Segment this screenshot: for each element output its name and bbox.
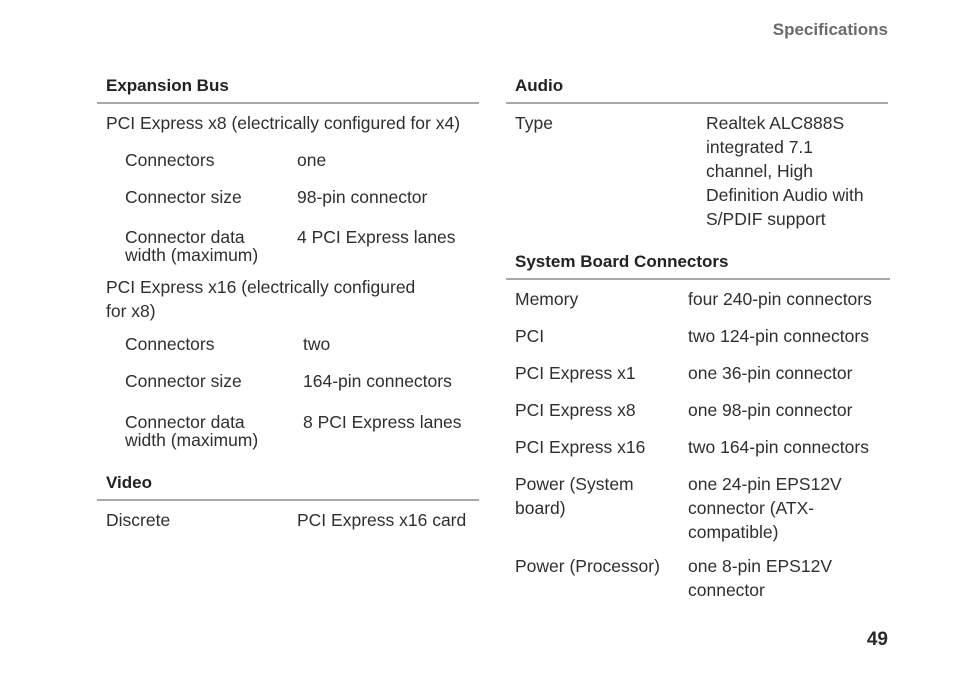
left-column [97, 76, 479, 532]
pcie-x16-title-line: PCI Express x16 (electrically configured [106, 277, 416, 297]
spec-label-line: Connector data [125, 227, 245, 247]
spec-label: Power (Processor) [515, 556, 660, 576]
spec-value: two [303, 334, 331, 354]
right-column [506, 76, 890, 602]
spec-value-line: channel, High [706, 161, 814, 181]
spec-label: Connector size [125, 371, 242, 391]
spec-value-line: Realtek ALC888S [706, 113, 845, 133]
spec-value: one [297, 150, 327, 170]
spec-row [125, 185, 479, 209]
video-heading: Video [97, 473, 479, 501]
spec-label: PCI Express x16 [515, 437, 646, 457]
spec-value-line: one 8-pin EPS12V [688, 556, 832, 576]
spec-value: 4 PCI Express lanes [297, 227, 456, 247]
spec-label [515, 472, 688, 544]
expansion-bus-heading: Expansion Bus [97, 76, 479, 104]
spec-row [125, 148, 479, 172]
spec-value: one 98-pin connector [688, 400, 853, 420]
spec-label: PCI Express x1 [515, 363, 636, 383]
page-number: 49 [866, 629, 888, 650]
spec-label: Connector size [125, 187, 242, 207]
spec-row [125, 332, 479, 356]
spec-value [688, 554, 890, 602]
spec-row [515, 324, 890, 348]
spec-value-line: compatible) [688, 522, 779, 542]
spec-label: Memory [515, 289, 579, 309]
spec-label-line: width (maximum) [125, 245, 259, 265]
spec-value: 8 PCI Express lanes [303, 412, 462, 432]
spec-value-line: integrated 7.1 [706, 137, 814, 157]
spec-row [515, 361, 890, 385]
spec-value: two 124-pin connectors [688, 326, 869, 346]
spec-row [515, 287, 890, 311]
pcie-x16-title-line: for x8) [106, 301, 156, 321]
spec-value-line: S/PDIF support [706, 209, 826, 229]
system-board-heading: System Board Connectors [506, 252, 890, 280]
audio-heading: Audio [506, 76, 888, 104]
spec-label: PCI Express x8 [515, 400, 636, 420]
spec-label [125, 413, 303, 449]
spec-label: Discrete [106, 510, 171, 530]
spec-row [515, 472, 890, 544]
spec-value: four 240-pin connectors [688, 289, 872, 309]
spec-label: Connectors [125, 334, 215, 354]
spec-row [125, 228, 479, 264]
spec-value: 164-pin connectors [303, 371, 452, 391]
spec-value: two 164-pin connectors [688, 437, 869, 457]
spec-label-line: width (maximum) [125, 430, 259, 450]
spec-value-line: Definition Audio with [706, 185, 864, 205]
system-board-rows [506, 287, 890, 602]
spec-label [125, 228, 297, 264]
spec-value: PCI Express x16 card [297, 510, 467, 530]
spec-row [515, 398, 890, 422]
spec-value [706, 111, 890, 231]
spec-row [515, 554, 890, 602]
spec-value-line: connector (ATX- [688, 498, 815, 518]
spec-label-line: Connector data [125, 412, 245, 432]
spec-row [125, 413, 479, 449]
spec-label: Connectors [125, 150, 215, 170]
spec-row [125, 369, 479, 393]
spec-row [506, 111, 890, 231]
pcie-x8-title: PCI Express x8 (electrically configured for x4) [106, 113, 461, 133]
pcie-x16-title [97, 275, 479, 323]
spec-label: Type [515, 113, 553, 133]
pcie-x16-rows [97, 332, 479, 449]
spec-value [688, 472, 890, 544]
spec-row [97, 508, 479, 532]
page-header-title: Specifications [772, 20, 888, 39]
spec-label: PCI [515, 326, 545, 346]
spec-value-line: connector [688, 580, 765, 600]
spec-label-line: Power (System [515, 474, 634, 494]
spec-row [515, 435, 890, 459]
spec-value: 98-pin connector [297, 187, 428, 207]
pcie-x8-rows [97, 148, 479, 264]
spec-label-line: board) [515, 498, 566, 518]
spec-value: one 36-pin connector [688, 363, 853, 383]
spec-value-line: one 24-pin EPS12V [688, 474, 842, 494]
